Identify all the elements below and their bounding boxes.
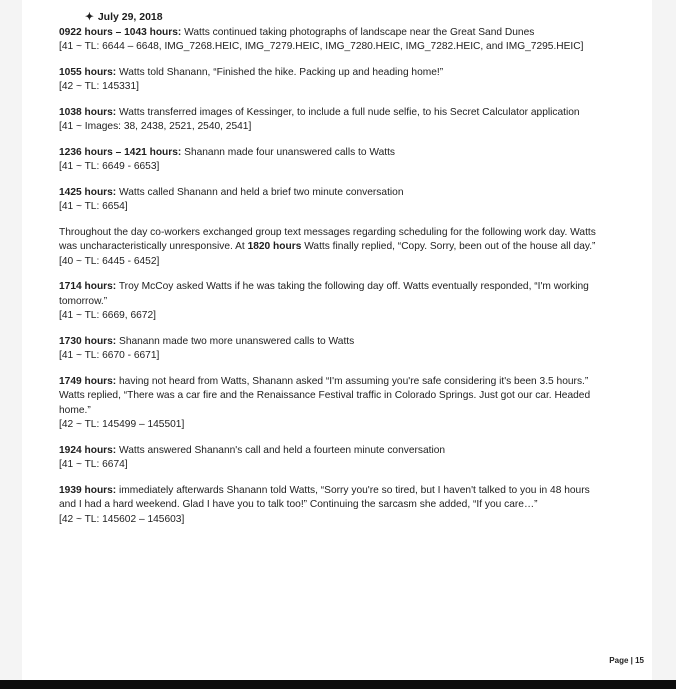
- entry-text: Shanann made four unanswered calls to Watts: [181, 146, 395, 158]
- timeline-entry: [59, 106, 601, 135]
- timeline-entry: [59, 226, 601, 270]
- entry-reference: [41 ~ TL: 6674]: [59, 459, 128, 470]
- bottom-bar: [0, 680, 676, 689]
- date-text: July 29, 2018: [97, 11, 163, 23]
- left-margin: [0, 0, 22, 680]
- entry-reference: [42 ~ TL: 145331]: [59, 81, 139, 92]
- entry-reference: [41 ~ TL: 6644 – 6648, IMG_7268.HEIC, IMG_7279.HEIC, IMG_7280.HEIC, IMG_7282.HEIC, and IMG_7295.HEIC]: [59, 41, 584, 52]
- entry-text: Watts called Shanann and held a brief two minute conversation: [116, 186, 404, 198]
- entry-reference: [42 ~ TL: 145602 – 145603]: [59, 513, 185, 525]
- entry-time: 1425 hours:: [59, 186, 117, 198]
- timeline-entry: [59, 280, 601, 324]
- entry-reference: [41 ~ TL: 6649 - 6653]: [59, 161, 160, 172]
- entry-reference: [42 ~ TL: 145499 – 145501]: [59, 419, 185, 430]
- entry-text: Watts continued taking photographs of landscape near the Great Sand Dunes: [181, 26, 535, 38]
- entry-text: Watts answered Shanann's call and held a fourteen minute conversation: [116, 444, 446, 456]
- page-number: Page | 15: [609, 656, 644, 665]
- timeline-entry: [59, 26, 601, 55]
- timeline-entry: [59, 335, 601, 364]
- entry-text: Troy McCoy asked Watts if he was taking the following day off. Watts eventually responded, “I'm working tomorrow.”: [59, 281, 589, 307]
- entry-text: Watts finally replied, “Copy. Sorry, been out of the house all day.”: [301, 241, 596, 252]
- entry-text: Watts told Shanann, “Finished the hike. Packing up and heading home!”: [116, 66, 444, 78]
- entry-time: 1714 hours:: [59, 281, 117, 292]
- right-margin: [652, 0, 676, 680]
- entry-time: 1939 hours:: [59, 484, 117, 496]
- entry-text: Throughout the day co-workers exchanged group text messages regarding scheduling for the following work day. Watts was uncharacteristically unresponsive. At: [59, 226, 596, 252]
- entry-time: 0922 hours – 1043 hours:: [59, 26, 182, 38]
- document-content: [59, 10, 601, 538]
- timeline-entry: [59, 66, 601, 95]
- date-header: [59, 10, 601, 25]
- entry-reference: [41 ~ TL: 6654]: [59, 201, 128, 212]
- entry-text: Shanann made two more unanswered calls to Watts: [116, 335, 355, 347]
- entry-time: 1236 hours – 1421 hours:: [59, 146, 182, 158]
- entry-time: 1924 hours:: [59, 444, 117, 456]
- entry-time: 1038 hours:: [59, 106, 117, 118]
- entry-reference: [41 ~ TL: 6670 - 6671]: [59, 350, 160, 361]
- star-icon: ✦: [85, 11, 94, 23]
- timeline-entry: [59, 484, 601, 528]
- entry-text: immediately afterwards Shanann told Watts, “Sorry you're so tired, but I haven't talked to you in 48 hours and I had a hard weekend. Glad I have you to talk too!” Continuing the sarcasm she added, “If you care…”: [59, 484, 590, 510]
- entry-reference: [40 ~ TL: 6445 - 6452]: [59, 255, 160, 267]
- entry-text: having not heard from Watts, Shanann asked “I'm assuming you're safe considering it's been 3.5 hours.” Watts replied, “There was a car fire and the Renaissance Festival traffic in Colorado Springs. Just got our car. Headed home.”: [59, 375, 591, 416]
- entry-text: Watts transferred images of Kessinger, to include a full nude selfie, to his Secret Calculator application: [116, 106, 580, 118]
- entry-time-inline: 1820 hours: [247, 241, 302, 252]
- entry-time: 1055 hours:: [59, 66, 117, 78]
- entry-reference: [41 ~ Images: 38, 2438, 2521, 2540, 2541]: [59, 121, 252, 132]
- timeline-entry: [59, 375, 601, 433]
- entry-time: 1730 hours:: [59, 335, 117, 347]
- timeline-entry: [59, 444, 601, 473]
- timeline-entry: [59, 146, 601, 175]
- entry-reference: [41 ~ TL: 6669, 6672]: [59, 310, 156, 321]
- entry-time: 1749 hours:: [59, 375, 117, 387]
- timeline-entry: [59, 186, 601, 215]
